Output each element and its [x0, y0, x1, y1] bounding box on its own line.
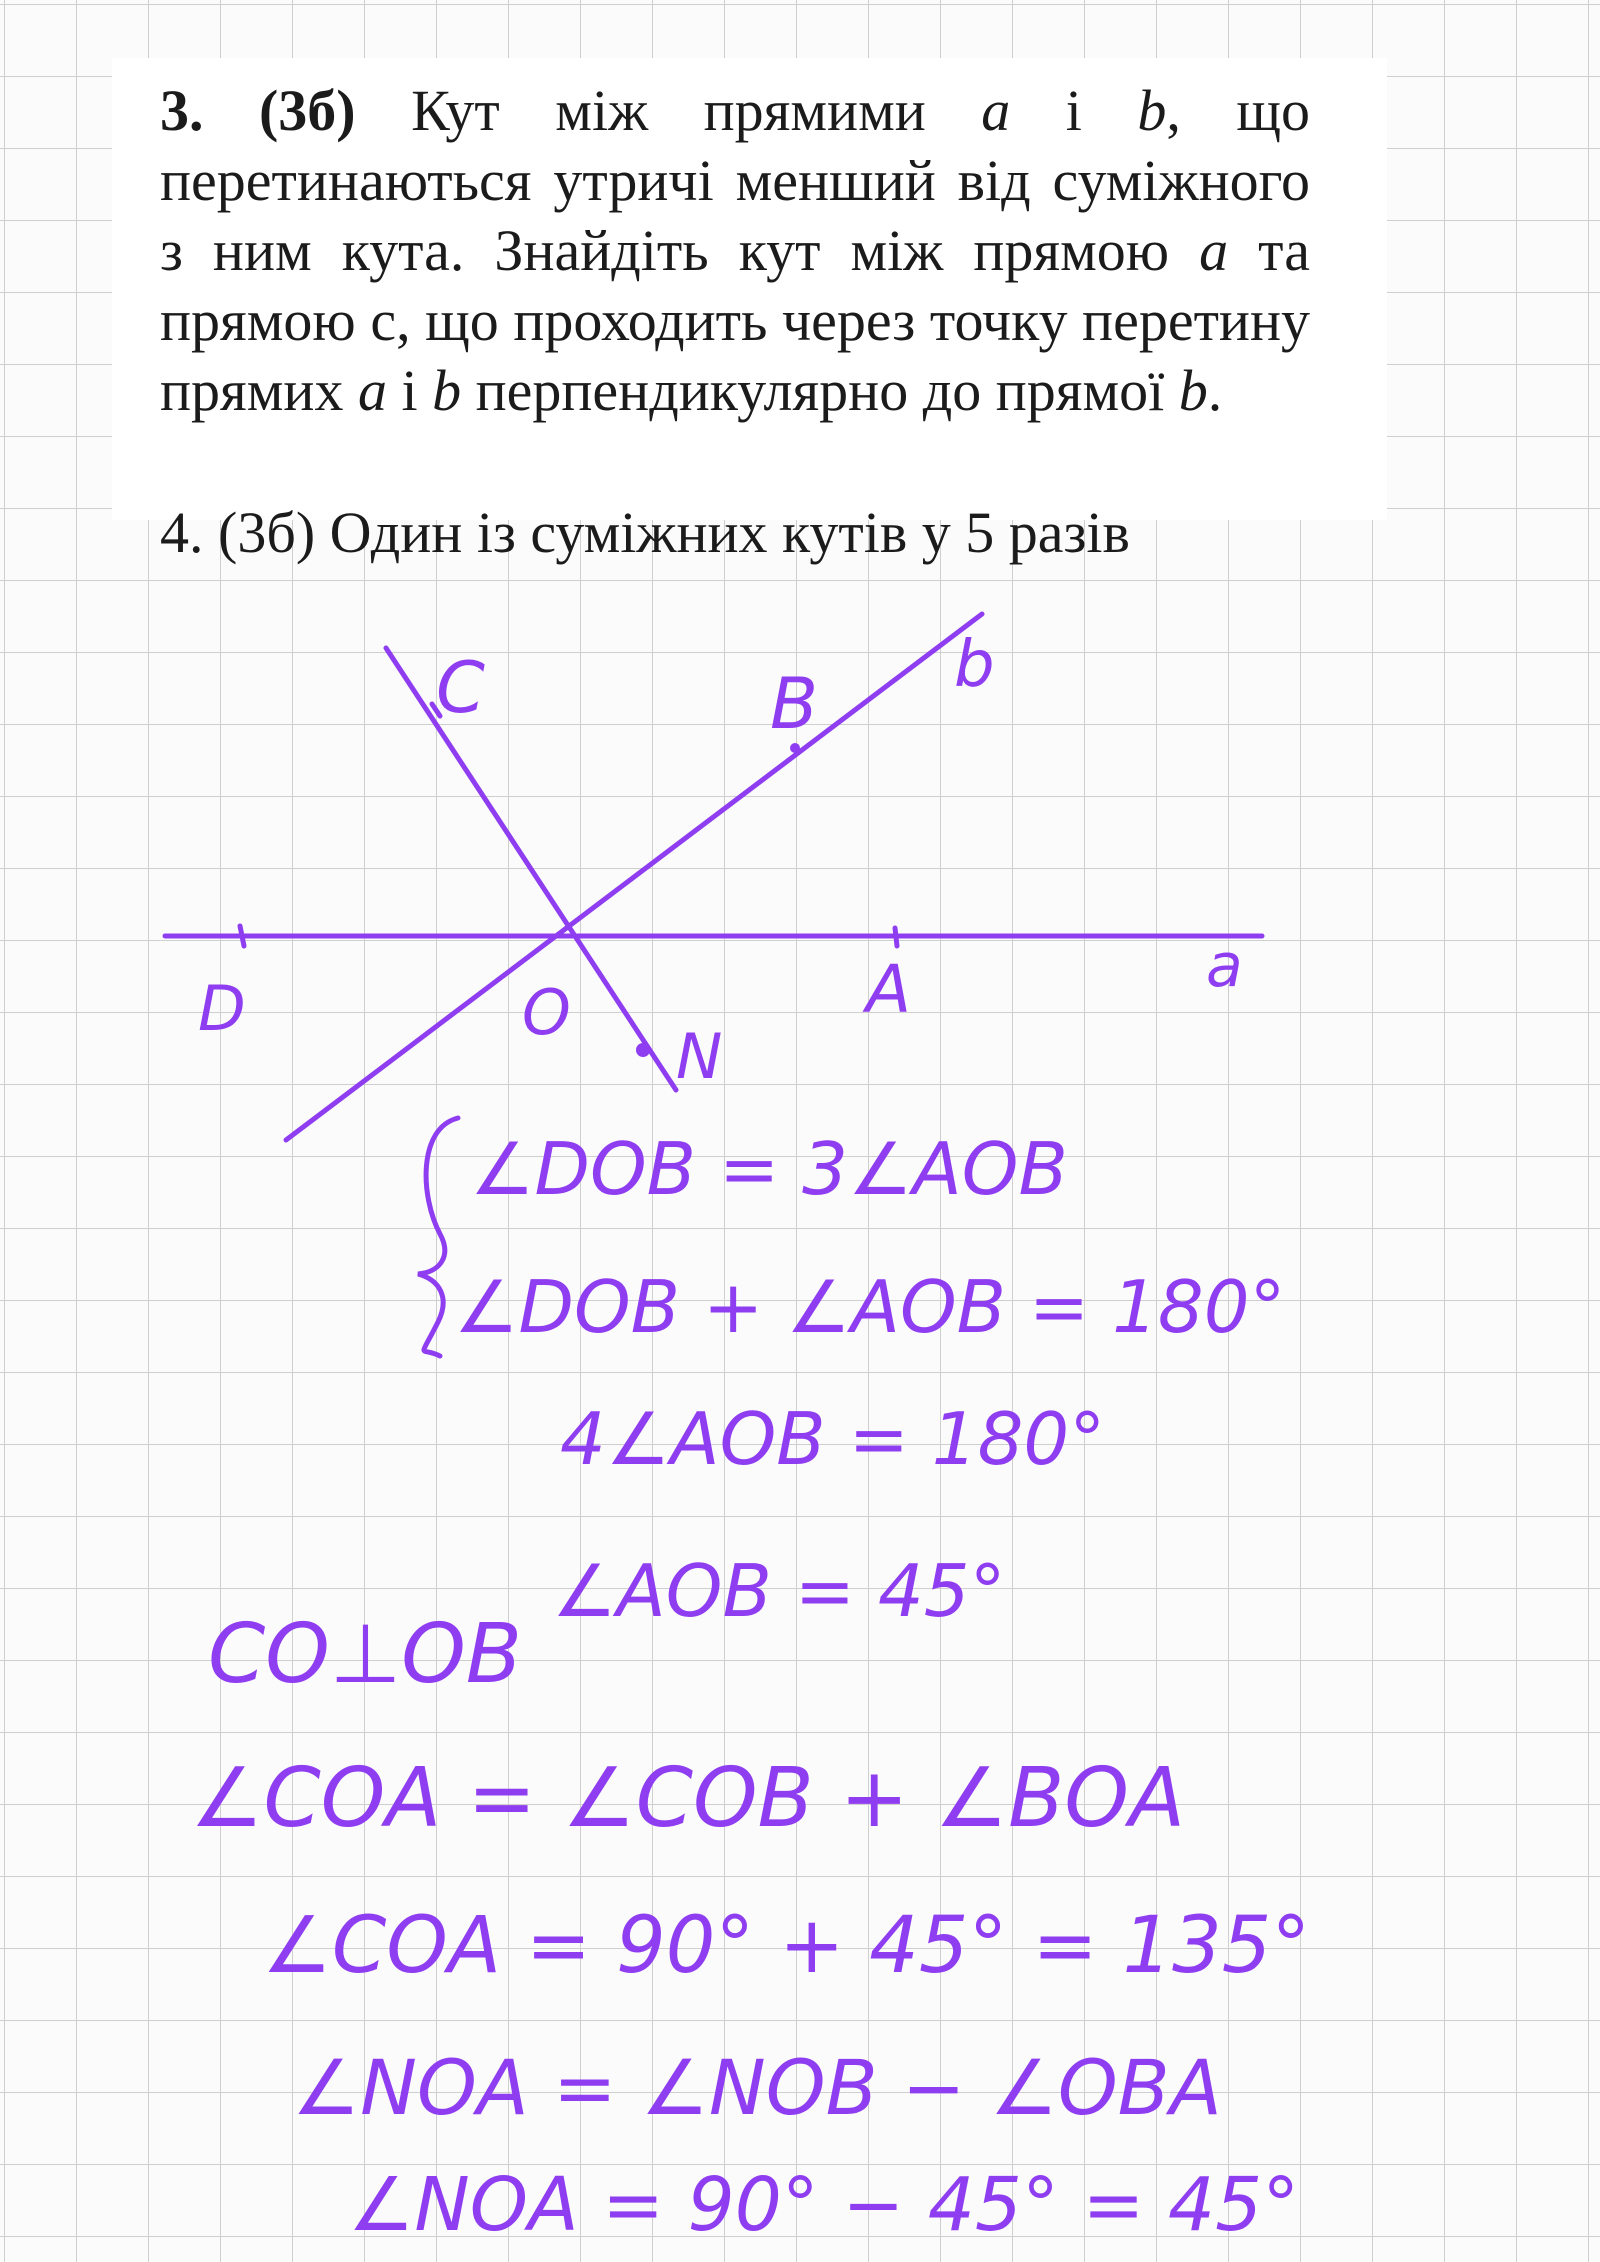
var-a-3: a — [357, 358, 387, 423]
problem-text-2: і — [1010, 78, 1138, 143]
tick-a-point — [895, 928, 897, 946]
solution-line-6: ∠COA = ∠COB + ∠BOA — [190, 1751, 1186, 1846]
solution-line-4: ∠AOB = 45° — [552, 1549, 1006, 1633]
solution-line-5: CO⊥OB — [208, 1607, 523, 1702]
solution-line-3: 4∠AOB = 180° — [560, 1397, 1106, 1481]
label-a-point: A — [866, 951, 912, 1028]
var-a-2: a — [1199, 218, 1229, 283]
problem-text-2b: і — [386, 358, 433, 423]
var-b: b — [1137, 78, 1167, 143]
label-o: O — [522, 976, 571, 1049]
label-n: N — [676, 1020, 723, 1093]
line-b — [286, 614, 982, 1140]
problem-text-6: . — [1207, 358, 1223, 423]
label-a-line: a — [1206, 931, 1243, 1001]
problem-text-1: Кут між прямими — [411, 78, 982, 143]
problem-text-3: , що перетинаються утричі менший від суміжного з ним кута. Знайдіть кут між прямою — [160, 78, 1311, 283]
label-d: D — [198, 972, 246, 1045]
var-a: a — [981, 78, 1011, 143]
solution-line-7: ∠COA = 90° + 45° = 135° — [262, 1901, 1311, 1991]
solution-line-8: ∠NOA = ∠NOB − ∠OBA — [292, 2043, 1222, 2132]
solution-line-9: ∠NOA = 90° − 45° = 45° — [348, 2162, 1300, 2248]
problem-text-4: та прямою с, що проходить через точку перетину прямих — [160, 218, 1310, 423]
label-b-line: b — [954, 628, 995, 702]
system-brace — [418, 1118, 458, 1356]
tick-d — [240, 926, 244, 946]
var-b-3: b — [1178, 358, 1208, 423]
label-c: C — [436, 647, 485, 729]
problem-number: 3. — [160, 78, 204, 143]
problem-points: (3б) — [258, 78, 356, 143]
var-b-2: b — [432, 358, 462, 423]
next-problem-fragment: 4. (3б) Один із суміжних кутів у 5 разів — [160, 500, 1130, 565]
point-n-dot — [636, 1043, 650, 1057]
problem-text-5: перпендикулярно до прямої — [461, 358, 1179, 423]
label-b-point: B — [770, 663, 819, 745]
solution-line-2: ∠DOB + ∠AOB = 180° — [454, 1265, 1286, 1349]
solution-line-1: ∠DOB = 3∠AOB — [470, 1127, 1068, 1211]
